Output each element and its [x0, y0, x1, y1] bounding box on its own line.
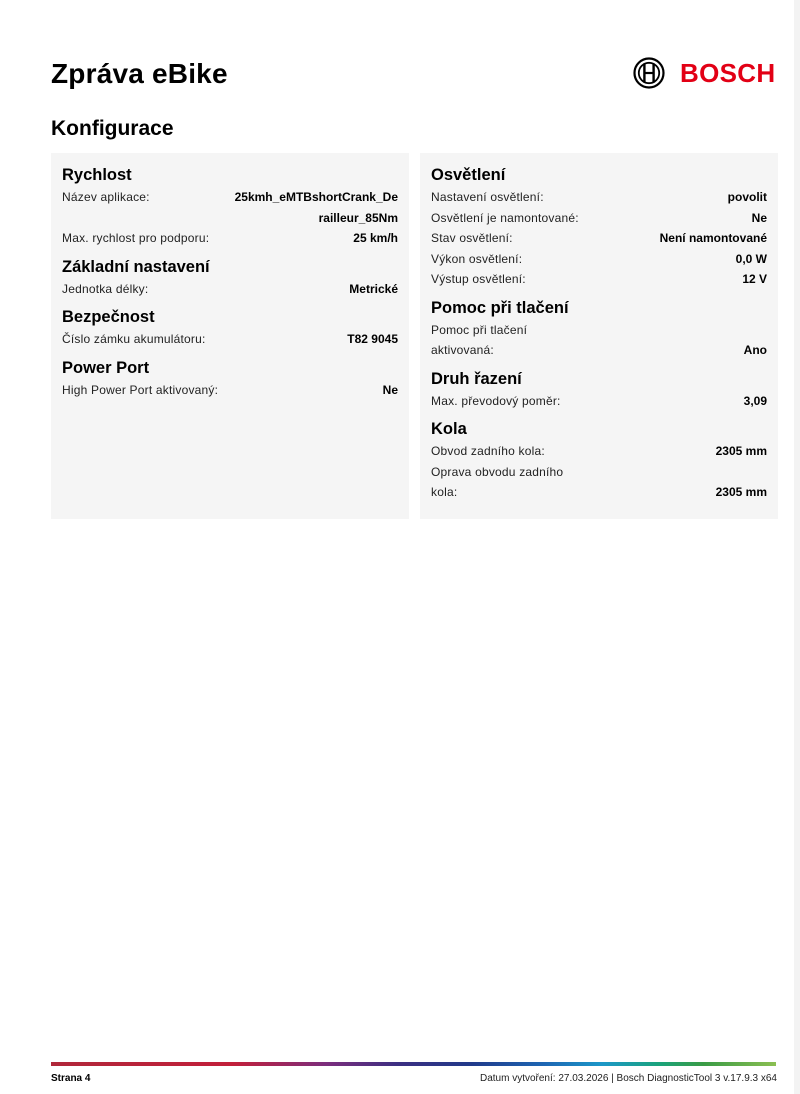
label-app-name: Název aplikace:	[62, 190, 150, 204]
label-length-unit: Jednotka délky:	[62, 281, 149, 296]
row-length-unit	[62, 279, 398, 300]
row-app-name	[62, 187, 398, 228]
label-light-setting: Nastavení osvětlení:	[431, 190, 544, 204]
row-gear-ratio	[431, 391, 767, 412]
value-max-speed: 25 km/h	[353, 231, 398, 245]
group-title-speed: Rychlost	[62, 166, 132, 184]
footer-created-info: Datum vytvoření: 27.03.2026 | Bosch DiagnosticTool 3 v.17.9.3 x64	[479, 1073, 777, 1084]
value-length-unit: Metrické	[349, 281, 398, 296]
row-light-setting	[431, 187, 767, 208]
row-light-output	[431, 269, 767, 290]
group-title-power-port: Power Port	[62, 358, 150, 377]
value-light-power: 0,0 W	[735, 251, 767, 266]
group-security	[62, 305, 398, 350]
label-light-power: Výkon osvětlení:	[431, 251, 523, 266]
label-max-speed: Max. rychlost pro podporu:	[62, 231, 210, 245]
value-rear-correction: 2305 mm	[715, 485, 767, 499]
label-high-power-port: High Power Port aktivovaný:	[62, 382, 219, 397]
group-power-port	[62, 356, 398, 401]
row-max-speed	[62, 228, 398, 249]
label-gear-ratio: Max. převodový poměr:	[431, 393, 561, 408]
row-rear-circumference	[431, 441, 767, 462]
footer-page-number: Strana 4	[51, 1073, 91, 1084]
config-panel-right	[420, 153, 778, 519]
group-speed	[62, 163, 398, 249]
bosch-logo-text: BOSCH	[680, 57, 776, 88]
label-rear-circumference: Obvod zadního kola:	[431, 444, 545, 458]
row-push-assist	[431, 320, 767, 361]
row-rear-correction	[431, 462, 767, 503]
label-light-state: Stav osvětlení:	[431, 231, 513, 245]
label-light-output: Výstup osvětlení:	[431, 272, 526, 286]
group-shifting	[431, 367, 767, 412]
label-rear-correction: Oprava obvodu zadního kola:	[431, 464, 564, 499]
page-title: Zpráva eBike	[51, 58, 228, 89]
group-lighting	[431, 163, 767, 290]
group-title-security: Bezpečnost	[62, 308, 155, 326]
bosch-armature-icon	[633, 57, 665, 89]
page-edge	[794, 0, 800, 1094]
value-app-name: 25kmh_eMTBshortCrank_Derailleur_85Nm	[234, 190, 398, 225]
value-light-state: Není namontované	[659, 231, 767, 245]
group-push-assist	[431, 296, 767, 361]
group-title-push-assist: Pomoc při tlačení	[431, 298, 569, 317]
group-title-basic: Základní nastavení	[62, 257, 210, 276]
row-light-state	[431, 228, 767, 249]
footer-color-bar	[51, 1062, 776, 1066]
value-push-assist: Ano	[743, 343, 767, 357]
value-high-power-port: Ne	[382, 382, 398, 397]
group-title-lighting: Osvětlení	[431, 166, 506, 184]
label-light-mounted: Osvětlení je namontované:	[431, 210, 579, 225]
row-light-mounted	[431, 208, 767, 229]
group-title-shifting: Druh řazení	[431, 369, 522, 388]
value-rear-circumference: 2305 mm	[715, 444, 767, 458]
label-battery-lock: Číslo zámku akumulátoru:	[62, 332, 206, 346]
value-gear-ratio: 3,09	[743, 393, 767, 408]
group-title-wheels: Kola	[431, 420, 467, 438]
row-high-power-port	[62, 380, 398, 401]
value-battery-lock: T82 9045	[347, 332, 398, 346]
value-light-mounted: Ne	[751, 210, 767, 225]
row-light-power	[431, 249, 767, 270]
config-panel-left	[51, 153, 409, 519]
row-battery-lock	[62, 329, 398, 350]
value-light-setting: povolit	[727, 190, 767, 204]
value-light-output: 12 V	[742, 272, 767, 286]
section-title: Konfigurace	[51, 117, 174, 140]
label-push-assist: Pomoc při tlačení aktivovaná:	[431, 322, 528, 357]
bosch-logo	[633, 56, 783, 90]
group-wheels	[431, 417, 767, 503]
group-basic-settings	[62, 255, 398, 300]
